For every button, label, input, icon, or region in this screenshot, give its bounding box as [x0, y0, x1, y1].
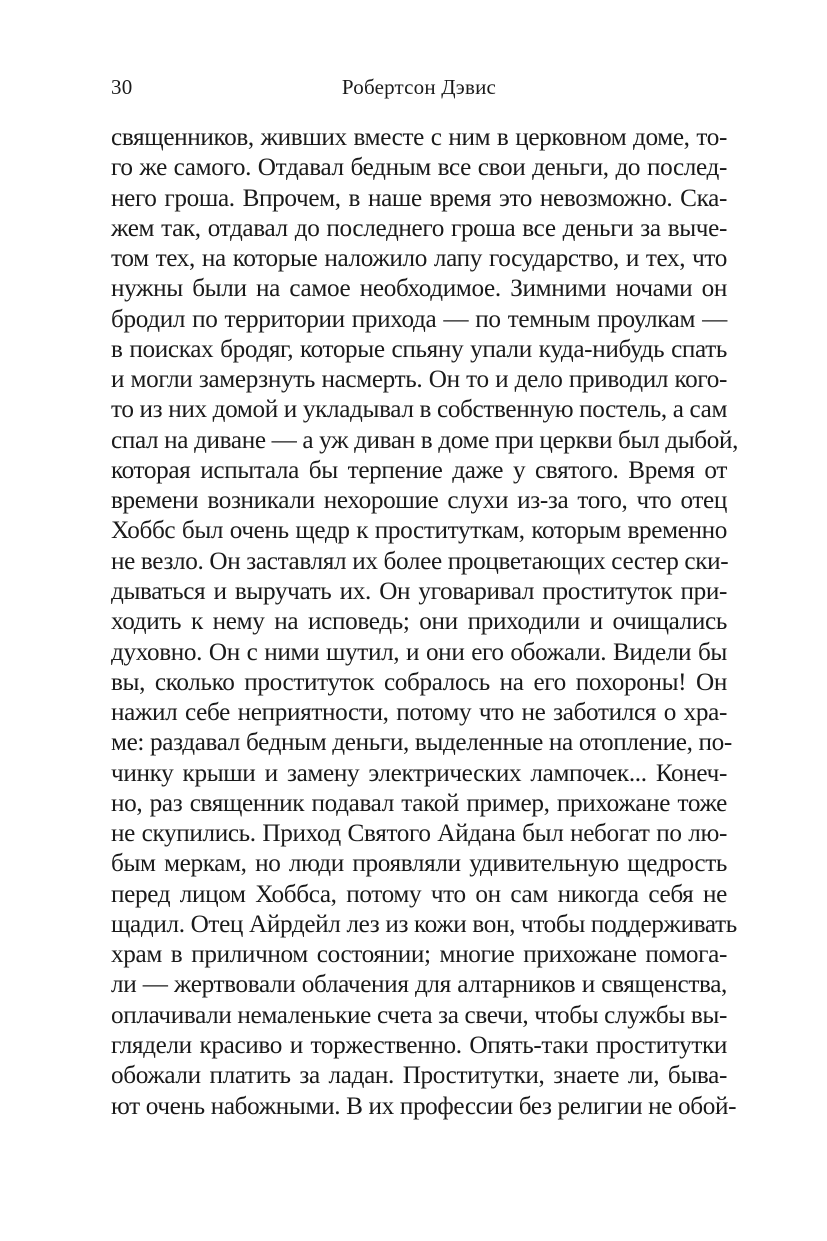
text-line: дываться и выручать их. Он уговаривал проституток при- — [111, 577, 727, 605]
text-line: оплачивали немаленькие счета за свечи, чтобы службы вы- — [111, 1001, 727, 1029]
text-line: бродил по территории прихода — по темным проулкам — — [111, 305, 727, 333]
text-line: священников, живших вместе с ним в церковном доме, то- — [111, 124, 727, 151]
text-line: и могли замерзнуть насмерть. Он то и дело приводил кого- — [111, 366, 727, 394]
page-header — [111, 72, 727, 102]
text-line: но, раз священник подавал такой пример, прихожане тоже — [111, 789, 727, 817]
text-line: вы, сколько проституток собралось на его похороны! Он — [111, 668, 727, 696]
text-line: в поисках бродяг, которые спьяну упали куда-нибудь спать — [111, 335, 727, 363]
text-line: Хоббс был очень щедр к проституткам, которым временно — [111, 517, 727, 545]
text-line: перед лицом Хоббса, потому что он сам никогда себя не — [111, 880, 727, 908]
text-line: ме: раздавал бедным деньги, выделенные на отопление, по- — [111, 729, 732, 757]
text-line: то из них домой и укладывал в собственную постель, а сам — [111, 396, 728, 424]
text-line: бым меркам, но люди проявляли удивительную щедрость — [111, 850, 727, 878]
text-line: ли — жертвовали облачения для алтарников и священства, — [111, 971, 727, 999]
text-line: нажил себе неприятности, потому что не заботился о хра- — [111, 699, 727, 727]
text-line: духовно. Он с ними шутил, и они его обожали. Видели бы — [111, 638, 727, 666]
text-line: него гроша. Впрочем, в наше время это невозможно. Ска- — [111, 184, 727, 212]
text-line: спал на диване — а уж диван в доме при церкви был дыбой, — [111, 426, 739, 454]
body-text — [111, 123, 739, 1122]
page-number: 30 — [111, 75, 133, 99]
text-line: жем так, отдавал до последнего гроша все деньги за выче- — [111, 214, 727, 242]
running-head-author: Робертсон Дэвис — [341, 75, 497, 99]
text-line: том тех, на которые наложило лапу государство, и тех, что — [111, 245, 727, 273]
text-line: храм в приличном состоянии; многие прихожане помога- — [111, 941, 727, 969]
text-line: обожали платить за ладан. Проститутки, знаете ли, быва- — [111, 1062, 727, 1090]
text-line: не скупились. Приход Святого Айдана был небогат по лю- — [111, 820, 727, 848]
text-line: го же самого. Отдавал бедным все свои деньги, до послед- — [111, 154, 727, 182]
text-line: глядели красиво и торжественно. Опять-таки проститутки — [111, 1031, 727, 1059]
text-line: ют очень набожными. В их профессии без религии не обой- — [111, 1092, 737, 1120]
text-line: нужны были на самое необходимое. Зимними ночами он — [111, 275, 727, 303]
text-line: не везло. Он заставлял их более процветающих сестер ски- — [111, 547, 729, 575]
text-line: ходить к нему на исповедь; они приходили и очищались — [111, 608, 727, 636]
text-line: времени возникали нехорошие слухи из-за того, что отец — [111, 487, 727, 515]
text-line: чинку крыши и замену электрических лампочек... Конеч- — [111, 759, 727, 787]
text-line: которая испытала бы терпение даже у святого. Время от — [111, 456, 727, 484]
text-line: щадил. Отец Айрдейл лез из кожи вон, чтобы поддерживать — [111, 910, 737, 938]
